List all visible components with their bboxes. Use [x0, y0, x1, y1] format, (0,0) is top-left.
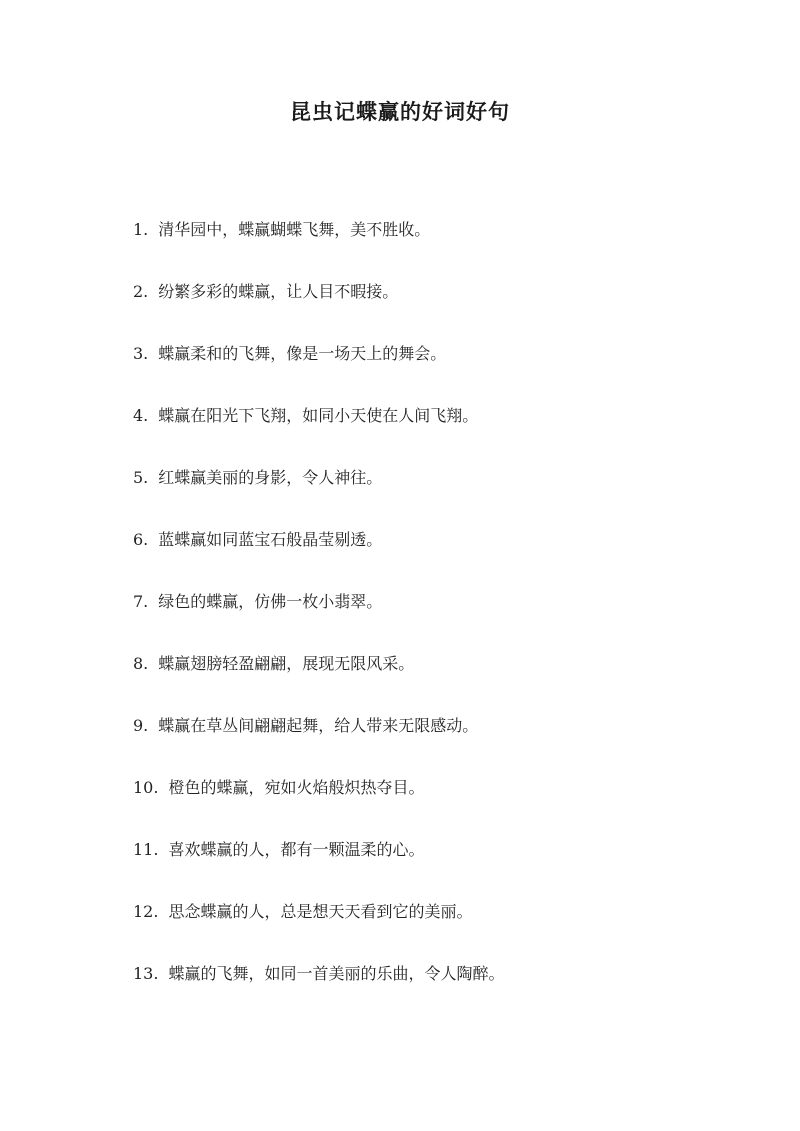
item-number: 2.	[133, 282, 149, 301]
list-item	[133, 588, 733, 650]
item-text: 蝶赢在草丛间翩翩起舞，给人带来无限感动。	[158, 716, 479, 735]
item-text: 清华园中，蝶赢蝴蝶飞舞，美不胜收。	[158, 220, 431, 239]
item-number: 4.	[133, 406, 149, 425]
document-title: 昆虫记蝶赢的好词好句	[290, 99, 510, 124]
item-number: 12.	[133, 902, 159, 921]
item-text: 纷繁多彩的蝶赢，让人目不暇接。	[158, 282, 399, 301]
item-number: 6.	[133, 530, 149, 549]
item-text: 思念蝶赢的人，总是想天天看到它的美丽。	[168, 902, 473, 921]
list-item	[133, 216, 733, 278]
item-text: 绿色的蝶赢，仿佛一枚小翡翠。	[158, 592, 383, 611]
item-text: 蓝蝶赢如同蓝宝石般晶莹剔透。	[158, 530, 383, 549]
item-text: 橙色的蝶赢，宛如火焰般炽热夺目。	[168, 778, 425, 797]
list-item	[133, 712, 733, 774]
list-item	[133, 278, 733, 340]
item-number: 3.	[133, 344, 149, 363]
list-item	[133, 960, 733, 1022]
list-item	[133, 464, 733, 526]
item-number: 7.	[133, 592, 149, 611]
item-text: 喜欢蝶赢的人，都有一颗温柔的心。	[168, 840, 425, 859]
list-item	[133, 836, 733, 898]
list-item	[133, 774, 733, 836]
item-number: 8.	[133, 654, 149, 673]
list-item	[133, 898, 733, 960]
list-item	[133, 340, 733, 402]
item-number: 10.	[133, 778, 159, 797]
item-number: 11.	[133, 840, 159, 859]
item-number: 1.	[133, 220, 149, 239]
item-text: 蝶赢翅膀轻盈翩翩，展现无限风采。	[158, 654, 415, 673]
item-text: 蝶赢在阳光下飞翔，如同小天使在人间飞翔。	[158, 406, 479, 425]
item-number: 5.	[133, 468, 149, 487]
item-number: 9.	[133, 716, 149, 735]
item-text: 蝶赢柔和的飞舞，像是一场天上的舞会。	[158, 344, 447, 363]
sentence-list	[133, 216, 733, 1022]
list-item	[133, 402, 733, 464]
item-number: 13.	[133, 964, 159, 983]
item-text: 红蝶赢美丽的身影，令人神往。	[158, 468, 383, 487]
list-item	[133, 650, 733, 712]
item-text: 蝶赢的飞舞，如同一首美丽的乐曲，令人陶醉。	[168, 964, 505, 983]
list-item	[133, 526, 733, 588]
